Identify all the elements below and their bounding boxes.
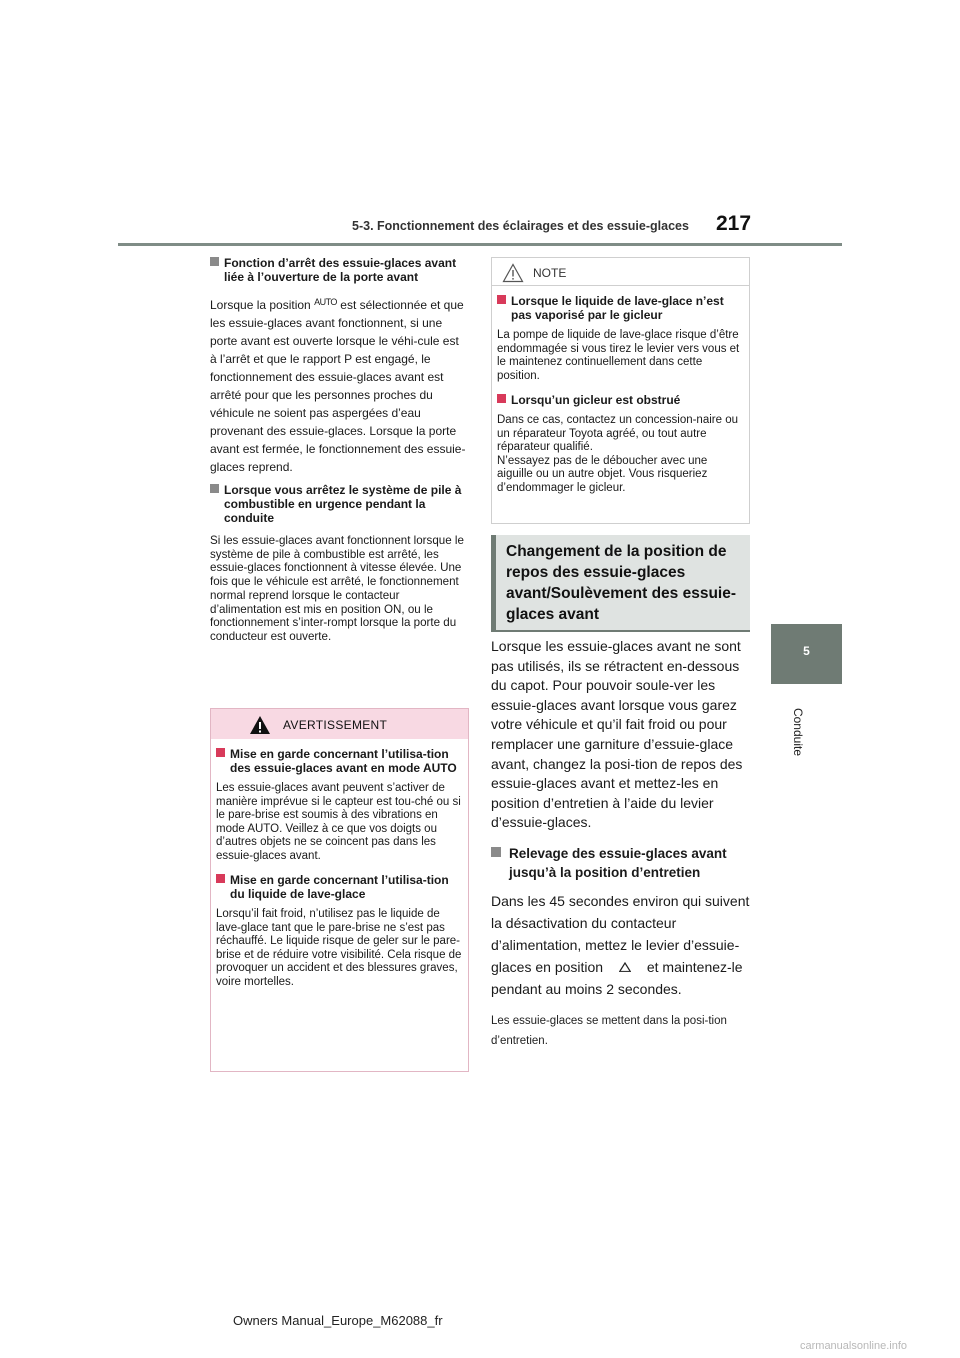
chapter-label: Conduite — [791, 707, 805, 757]
paragraph-emergency-stop: Si les essuie-glaces avant fonctionnent lorsque le système de pile à combustible est arrêté, les essuie-glaces fonctionnent à vitesse élevée. Une fois que le véhicule est arrêté, le fonctionnement normal reprend lorsque le contacteur d’alimentation est mis en position ON, ou le fonctionnement s’inter-rompt lorsque la porte du conducteur est ouverte. — [210, 534, 464, 643]
paragraph-door-stop: Lorsque la position $^{AUTO}$ est sélectionnée et que les essuie-glaces avant fonctionnent, si une porte avant est ouverte lorsque le véhi-cule est à l’arrêt et que le rapport P est engagé, le fonctionnement des essuie-glaces avant est arrêté pour que les personnes proches du véhicule ne soient pas aspergées d’eau provenant des essuie-glaces. Lorsque la porte avant est fermée, le fonctionnement des essuie-glaces reprend. — [210, 297, 466, 474]
auto-symbol-icon: AUTO — [314, 297, 337, 307]
note-subheading-washer: Lorsque le liquide de lave-glace n’est pas vaporisé par le gicleur — [497, 294, 744, 322]
warning-paragraph-auto: Les essuie-glaces avant peuvent s’activer de manière imprévue si le capteur est tou-ché ou si le pare-brise est soumis à des vibrations en mode AUTO. Veillez à ce que vos doigts ou d’autres objets ne se coincent pas dans les essuie-glaces avant. — [216, 782, 461, 862]
warning-triangle-icon — [249, 715, 271, 735]
warning-paragraph-fluid: Lorsqu’il fait froid, n’utilisez pas le liquide de lave-glace tant que le pare-brise ne s’est pas réchauffé. Le liquide risque de geler sur le pare-brise et de réduire votre visibilité. Cela risque de provoquer un accident et des blessures graves, voire mortelles. — [216, 908, 462, 988]
square-bullet-icon — [497, 394, 506, 403]
square-bullet-icon — [210, 257, 219, 266]
note-title: NOTE — [533, 266, 567, 280]
paragraph-rest-position: Lorsque les essuie-glaces avant ne sont pas utilisés, ils se rétractent en-dessous du capot. Pour pouvoir soule-ver les essuie-glaces avant lorsque vous garez votre véhicule et qu’il fait froid ou pour remplacer une garniture d’essuie-glace avant, changez la posi-tion de repos des essuie-glaces avant et mettez-les en position d’entretien à l’aide du levier d’essuie-glaces. — [491, 638, 743, 831]
section-heading-box — [491, 535, 750, 632]
warning-header — [211, 709, 468, 739]
subheading-emergency-stop: Lorsque vous arrêtez le système de pile à combustible en urgence pendant la conduite — [210, 483, 468, 525]
warning-subheading-auto: Mise en garde concernant l’utilisa-tion des essuie-glaces avant en mode AUTO — [216, 747, 463, 775]
note-header — [492, 258, 749, 286]
service-position-icon — [607, 956, 643, 978]
header-rule — [118, 243, 842, 246]
warning-box — [210, 708, 469, 1072]
square-bullet-icon — [491, 847, 501, 857]
footer-manual-id: Owners Manual_Europe_M62088_fr — [233, 1313, 443, 1328]
section-header-title: 5-3. Fonctionnement des éclairages et des essuie-glaces — [352, 219, 689, 233]
note-subheading-nozzle: Lorsqu’un gicleur est obstrué — [497, 393, 744, 407]
watermark: carmanualsonline.info — [800, 1340, 908, 1352]
warning-title: AVERTISSEMENT — [283, 718, 388, 732]
caution-triangle-icon — [502, 263, 524, 283]
note-box — [491, 257, 750, 524]
subheading-service-position: Relevage des essuie-glaces avant jusqu’à la position d’entretien — [491, 844, 751, 882]
chapter-tab — [771, 624, 842, 684]
section-heading: Changement de la position de repos des essuie-glaces avant/Soulèvement des essuie-glaces avant — [506, 543, 737, 623]
note-paragraph-nozzle-b: N’essayez pas de le déboucher avec une aiguille ou un autre objet. Vous risqueriez d’endommager le gicleur. — [497, 454, 708, 494]
warning-subheading-fluid: Mise en garde concernant l’utilisa-tion du liquide de lave-glace — [216, 873, 463, 901]
square-bullet-icon — [497, 295, 506, 304]
note-paragraph-washer: La pompe de liquide de lave-glace risque d’être endommagée si vous tirez le levier vers vous et le maintenez continuellement dans cette position. — [497, 329, 740, 382]
right-column — [491, 637, 751, 1051]
paragraph-service-steps: Dans les 45 secondes environ qui suivent la désactivation du contacteur d’alimentation, mettez le levier d’essuie-glaces en position et maintenez-le pendant au moins 2 secondes. — [491, 892, 750, 997]
square-bullet-icon — [216, 874, 225, 883]
left-column — [210, 256, 468, 656]
square-bullet-icon — [210, 484, 219, 493]
square-bullet-icon — [216, 748, 225, 757]
page-number: 217 — [716, 212, 752, 235]
chapter-number: 5 — [803, 644, 810, 658]
subheading-door-stop: Fonction d’arrêt des essuie-glaces avant liée à l’ouverture de la porte avant — [210, 256, 468, 284]
paragraph-result: Les essuie-glaces se mettent dans la posi-tion d’entretien. — [491, 1014, 727, 1047]
note-paragraph-nozzle-a: Dans ce cas, contactez un concession-naire ou un réparateur Toyota agréé, ou tout autre réparateur qualifié. — [497, 414, 738, 453]
